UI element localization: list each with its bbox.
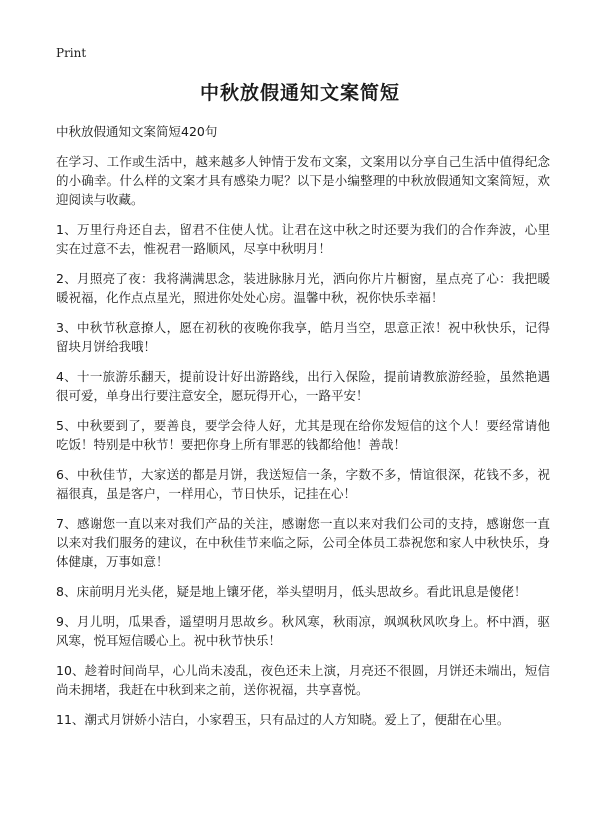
list-item: 10、趁着时间尚早，心儿尚未凌乱，夜色还未上演，月亮还不很圆，月饼还未端出，短信尚未拥堵，我赶在中秋到来之前，送你祝福，共享喜悦。: [56, 663, 550, 697]
list-item: 4、十一旅游乐翻天，提前设计好出游路线，出行入保险，提前请教旅游经验，虽然艳遇很可爱，单身出行要注意安全，愿玩得开心，一路平安！: [56, 369, 550, 403]
list-item: 3、中秋节秋意撩人，愿在初秋的夜晚你我享，皓月当空，思意正浓！祝中秋快乐，记得留块月饼给我哦！: [56, 320, 550, 354]
page-title: 中秋放假通知文案简短: [199, 82, 400, 104]
list-item: 1、万里行舟还自去，留君不住使人忧。让君在这中秋之时还要为我们的合作奔波，心里实在过意不去，惟祝君一路顺风，尽享中秋明月！: [56, 222, 550, 256]
list-item: 2、月照亮了夜：我将满满思念，装进脉脉月光，洒向你片片橱窗，星点亮了心：我把暖暖祝福，化作点点星光，照进你处处心房。温馨中秋，祝你快乐幸福！: [56, 271, 550, 305]
print-link[interactable]: Print: [56, 46, 87, 60]
list-item: 5、中秋要到了，要善良，要学会待人好，尤其是现在给你发短信的这个人！要经常请他吃饭！特别是中秋节！要把你身上所有罪恶的钱都给他！善哉！: [56, 418, 550, 452]
list-item: 6、中秋佳节，大家送的都是月饼，我送短信一条，字数不多，情谊很深，花钱不多，祝福很真，虽是客户，一样用心，节日快乐，记挂在心！: [56, 467, 550, 501]
list-item: 7、感谢您一直以来对我们产品的关注，感谢您一直以来对我们公司的支持，感谢您一直以来对我们服务的建议，在中秋佳节来临之际，公司全体员工恭祝您和家人中秋快乐，身体健康，万事如意！: [56, 516, 550, 569]
document-body: [56, 122, 550, 740]
document-subtitle: 中秋放假通知文案简短420句: [56, 124, 218, 139]
list-item: 8、床前明月光头佬，疑是地上镶牙佬，举头望明月，低头思故乡。看此讯息是傻佬！: [56, 584, 527, 599]
list-item: 11、潮式月饼娇小洁白，小家碧玉，只有品过的人方知晓。爱上了，便甜在心里。: [56, 712, 510, 727]
intro-paragraph: 在学习、工作或生活中，越来越多人钟情于发布文案，文案用以分享自己生活中值得纪念的小确幸。什么样的文案才具有感染力呢？以下是小编整理的中秋放假通知文案简短，欢迎阅读与收藏。: [56, 154, 550, 207]
list-item: 9、月儿明，瓜果香，遥望明月思故乡。秋风寒，秋雨凉，飒飒秋风吹身上。杯中酒，驱风寒，悦耳短信暖心上。祝中秋节快乐！: [56, 614, 550, 648]
